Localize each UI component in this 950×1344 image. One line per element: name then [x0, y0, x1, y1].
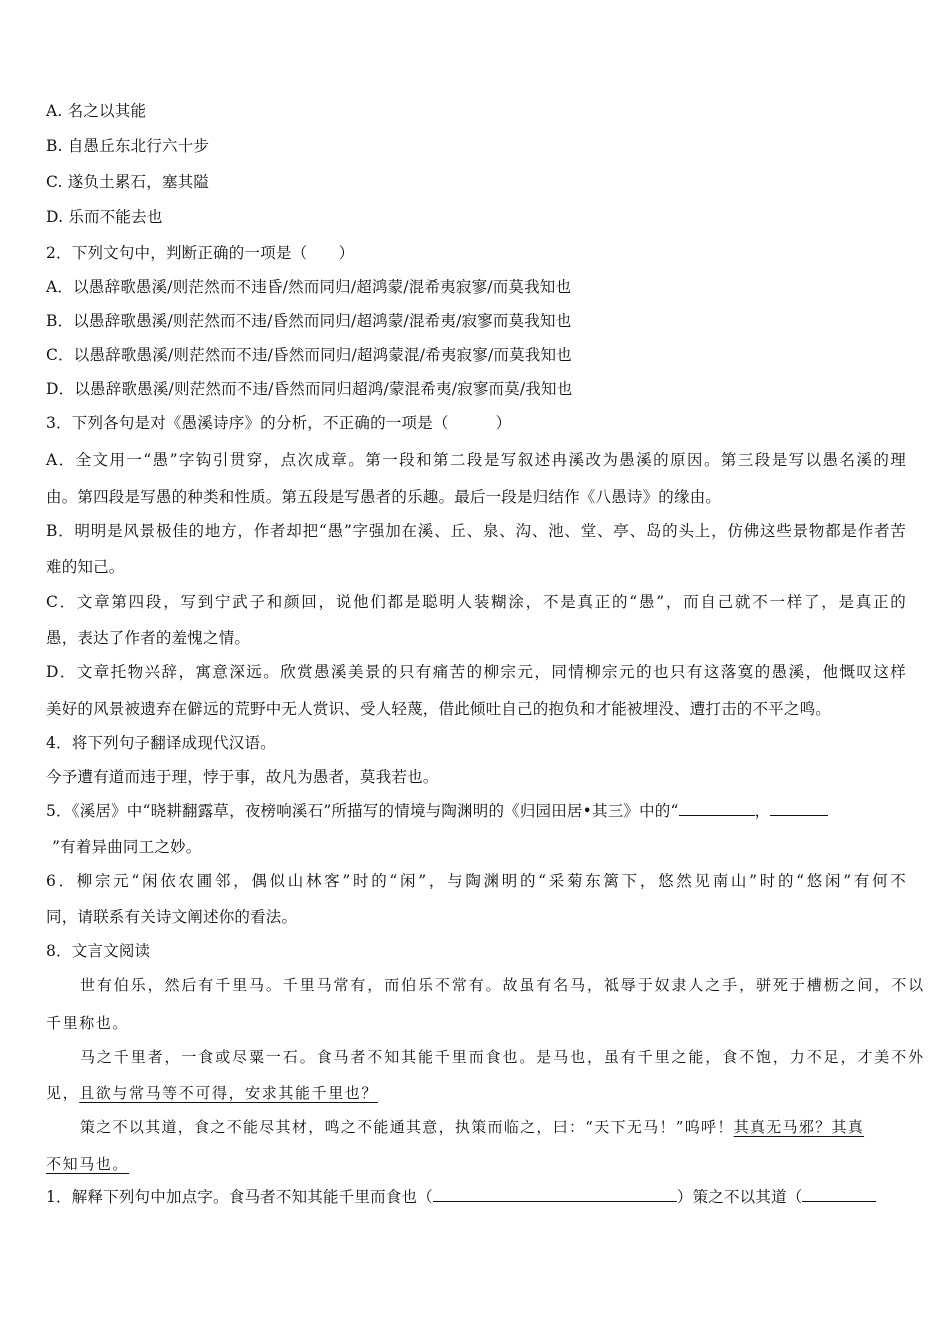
q3-option-d-line2: 美好的风景被遗弃在僻远的荒野中无人赏识、受人轻蔑，借此倾吐自己的抱负和才能被埋没、遭打击的不平之鸣。 — [46, 700, 832, 718]
q8-passage-p3-line2 — [46, 1153, 906, 1175]
q1-option-b: B. 自愚丘东北行六十步 — [46, 137, 210, 155]
q8-passage-p2-line1: 马之千里者，一食或尽粟一石。食马者不知其能千里而食也。是马也，虽有千里之能，食不饱，力不足，才美不外 — [80, 1048, 926, 1066]
q8-passage-p2-line2-lead: 见， — [46, 1084, 80, 1102]
q3-option-a-line2: 由。第四段是写愚的种类和性质。第五段是写愚者的乐趣。最后一段是归结作《八愚诗》的缘由。 — [46, 488, 722, 506]
q4-text: 今予遭有道而违于理，悖于事，故凡为愚者，莫我若也。 — [46, 768, 439, 786]
q3-option-c-line1: C．文章第四段，写到宁武子和颜回，说他们都是聪明人装糊涂，不是真正的“愚”，而自己就不一样了，是真正的 — [46, 593, 906, 611]
q8-passage-p1-line2: 千里称也。 — [46, 1014, 130, 1032]
q5-blank-2[interactable] — [770, 801, 828, 816]
q2-option-b: B．以愚辞歌愚溪/则茫然而不违/昏然而同归/超鸿蒙/混希夷/寂寥而莫我知也 — [46, 312, 572, 330]
q5-text-part2: ”有着异曲同工之妙。 — [52, 838, 202, 856]
q8-sub1-blank-2[interactable] — [802, 1187, 876, 1202]
q3-stem: 3．下列各句是对《愚溪诗序》的分析，不正确的一项是（ ） — [46, 414, 512, 432]
q8-underlined-sentence-1: 且欲与常马等不可得，安求其能千里也？ — [79, 1084, 379, 1102]
q5-comma: ， — [754, 802, 771, 820]
q1-option-c: C. 遂负土累石，塞其隘 — [46, 173, 210, 191]
q5-line1 — [46, 800, 906, 822]
q8-sub1-text-mid: ）策之不以其道（ — [676, 1188, 803, 1206]
q8-sub1-blank-1[interactable] — [433, 1187, 677, 1202]
q2-stem: 2．下列文句中，判断正确的一项是（ ） — [46, 244, 355, 262]
q1-option-a: A. 名之以其能 — [46, 102, 147, 120]
q6-line2: 同，请联系有关诗文阐述你的看法。 — [46, 908, 298, 926]
q4-stem: 4．将下列句子翻译成现代汉语。 — [46, 734, 276, 752]
q8-title: 8．文言文阅读 — [46, 942, 151, 960]
q5-blank-1[interactable] — [679, 801, 755, 816]
q3-option-b-line1: B．明明是风景极佳的地方，作者却把“愚”字强加在溪、丘、泉、沟、池、堂、亭、岛的头上，仿佛这些景物都是作者苦 — [46, 522, 906, 540]
q3-option-a-line1: A．全文用一“愚”字钩引贯穿，点次成章。第一段和第二段是写叙述冉溪改为愚溪的原因。第三段是写以愚名溪的理 — [46, 451, 906, 469]
q3-option-d-line1: D．文章托物兴辞，寓意深远。欣赏愚溪美景的只有痛苦的柳宗元，同情柳宗元的也只有这落寞的愚溪，他慨叹这样 — [46, 663, 906, 681]
q8-passage-p2-line2 — [46, 1082, 906, 1104]
q8-underlined-sentence-2a: 其真无马邪？其真 — [733, 1118, 865, 1136]
q2-option-a: A．以愚辞歌愚溪/则茫然而不违昏/然而同归/超鸿蒙/混希夷寂寥/而莫我知也 — [46, 278, 572, 296]
q2-option-c: C．以愚辞歌愚溪/则茫然而不违/昏然而同归/超鸿蒙混/希夷寂寥/而莫我知也 — [46, 346, 572, 364]
q5-text-part1: 5．《溪居》中“晓耕翻露草，夜榜响溪石”所描写的情境与陶渊明的《归园田居•其三》中的“ — [46, 802, 679, 820]
q8-passage-p3-line1 — [46, 1116, 906, 1138]
q2-option-d: D．以愚辞歌愚溪/则茫然而不违/昏然而同归超鸿/蒙混希夷/寂寥而莫/我知也 — [46, 380, 573, 398]
q8-sub1-line — [46, 1186, 906, 1208]
q3-option-c-line2: 愚，表达了作者的羞愧之情。 — [46, 629, 251, 647]
q8-sub1-text: 1．解释下列句中加点字。食马者不知其能千里而食也（ — [46, 1188, 433, 1206]
q3-option-b-line2: 难的知己。 — [46, 558, 125, 576]
q8-passage-p1-line1: 世有伯乐，然后有千里马。千里马常有，而伯乐不常有。故虽有名马，祗辱于奴隶人之手，骈死于槽枥之间，不以 — [80, 976, 926, 994]
q1-option-d: D. 乐而不能去也 — [46, 208, 163, 226]
q8-passage-p3-lead: 策之不以其道，食之不能尽其材，鸣之不能通其意，执策而临之，曰：“天下无马！”呜呼！ — [80, 1118, 734, 1136]
q6-line1: 6．柳宗元“闲依农圃邻，偶似山林客”时的“闲”，与陶渊明的“采菊东篱下，悠然见南山”时的“悠闲”有何不 — [46, 872, 906, 890]
q8-underlined-sentence-2b: 不知马也。 — [46, 1155, 130, 1173]
